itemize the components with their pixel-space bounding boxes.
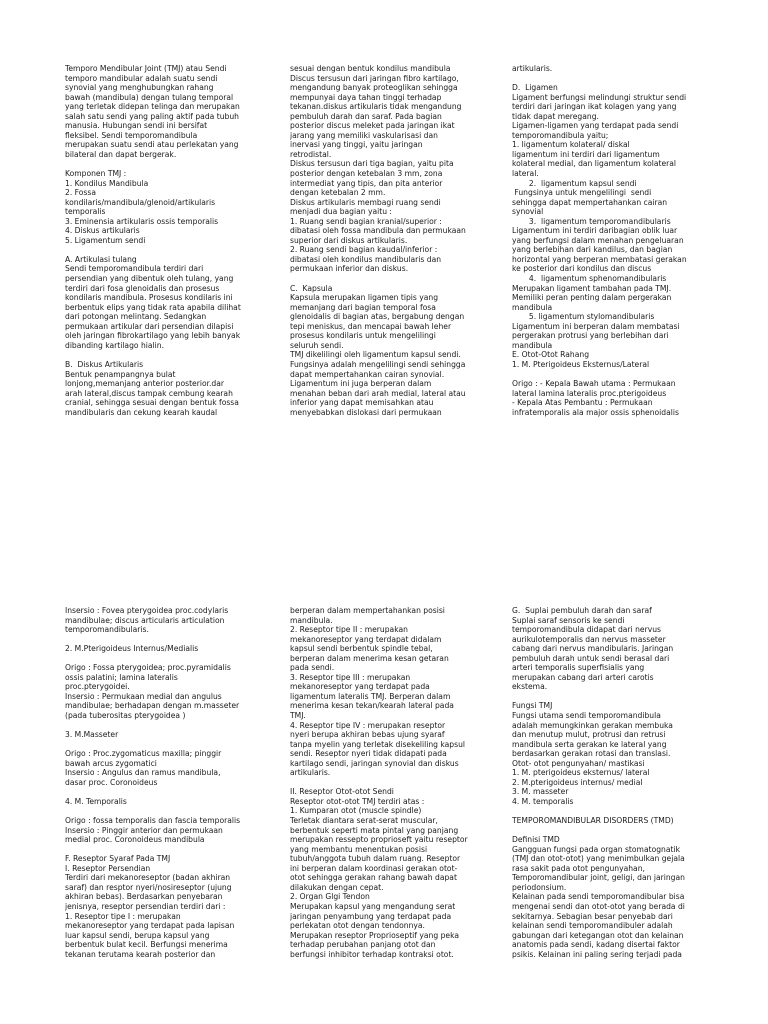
text-line: (pada tuberositas pterygoidea ) bbox=[65, 711, 186, 721]
text-line: synovial bbox=[512, 207, 544, 217]
text-line: kartilago sendi, jaringan synovial dan diskus bbox=[290, 758, 459, 768]
text-line: berperan dalam mempertahankan posisi bbox=[290, 606, 445, 615]
text-line: 2. Organ Glgi Tendon bbox=[290, 892, 370, 902]
text-line: TMJ. bbox=[290, 711, 306, 721]
text-line: A. Artikulasi tulang bbox=[65, 254, 137, 264]
text-line bbox=[512, 74, 712, 84]
text-line: luar kapsul sendi, berupa kapsul yang bbox=[65, 930, 210, 940]
text-line: Origo : Fossa pterygoidea; proc.pyramidalis bbox=[65, 663, 231, 673]
text-line: pembuluh darah untuk sendi berasal dari bbox=[512, 653, 670, 663]
text-line: TEMPOROMANDIBULAR DISORDERS (TMD) bbox=[512, 816, 674, 826]
text-line: berperan dalam menerima kesan getaran bbox=[290, 653, 449, 663]
bottom-right-column bbox=[512, 606, 712, 959]
text-line: arteri temporalis superfisialis yang bbox=[512, 663, 645, 673]
text-line: 1. Kondilus Mandibula bbox=[65, 178, 149, 188]
text-line: dengan ketebalan 2 mm. bbox=[290, 188, 386, 198]
text-line: psikis. Kelainan ini paling sering terjadi pada bbox=[512, 949, 682, 959]
text-line: terdiri dari fosa glenoidalis dan prosesus bbox=[65, 283, 220, 293]
text-line: merupakan suatu sendi atau perlekatan yang bbox=[65, 140, 239, 150]
text-line: 1. M. Pterigoideus Eksternus/Lateral bbox=[512, 359, 650, 369]
text-line: retrodistal. bbox=[290, 149, 332, 159]
text-line: F. Reseptor Syaraf Pada TMJ bbox=[65, 854, 171, 864]
text-line: anatomis pada sendi, kadang disertai faktor bbox=[512, 940, 680, 950]
text-line: 4. Reseptor tipe IV : merupakan reseptor bbox=[290, 720, 446, 730]
text-line: mandibula bbox=[512, 340, 553, 350]
text-line: adalah memungkinkan gerakan membuka bbox=[512, 720, 673, 730]
text-line: bawah (mandibula) dengan tulang temporal bbox=[65, 92, 234, 102]
text-line: Kelainan pada sendi temporomandibular bisa bbox=[512, 892, 685, 902]
text-line: Ligamentum ini juga berperan dalam bbox=[290, 379, 432, 389]
text-line: Definisi TMD bbox=[512, 835, 560, 845]
text-line bbox=[65, 159, 265, 169]
text-line: sendi. Reseptor nyeri tidak didapati pada bbox=[290, 749, 447, 759]
text-line: lateral lamina lateralis proc.pterigoideus bbox=[512, 388, 667, 398]
text-line: Terdiri dari mekanoreseptor (badan akhiran bbox=[65, 873, 231, 883]
text-line: sesuai dengan bentuk kondilus mandibula bbox=[290, 64, 451, 73]
text-line: (TMJ dan otot-otot) yang menimbulkan gejala bbox=[512, 854, 685, 864]
text-line: berfungsi inhibitor terhadap kontraksi otot. bbox=[290, 949, 454, 959]
text-line: fleksibel. Sendi temporomandibula bbox=[65, 130, 198, 140]
text-line: mekanoreseptor yang terdapat pada lapisan bbox=[65, 921, 235, 931]
text-line bbox=[65, 721, 265, 731]
text-line: dilakukan dengan cepat. bbox=[290, 882, 384, 892]
text-line: proc.pterygoidei. bbox=[65, 682, 130, 692]
text-line: temporomandibularis. bbox=[65, 625, 149, 635]
text-line bbox=[512, 370, 712, 380]
text-line bbox=[512, 826, 712, 836]
text-line: temporalis bbox=[65, 207, 106, 217]
text-line: pada sendi. bbox=[290, 663, 335, 673]
text-line: Merupakan kapsul yang mengandung serat bbox=[290, 901, 456, 911]
text-line: Otot- otot pengunyahan/ mastikasi bbox=[512, 758, 645, 768]
text-line: kondilaris/mandibula/glenoid/artikularis bbox=[65, 197, 216, 207]
text-line: Insersio : Permukaan medial dan angulus bbox=[65, 691, 222, 701]
text-line: 1. ligamentum kolateral/ diskal bbox=[512, 140, 630, 150]
text-line: 3. M. masseter bbox=[512, 787, 569, 797]
text-line: Kapsula merupakan ligamen tipis yang bbox=[290, 293, 439, 303]
text-line: merupakan ressepto proprioseft yaitu reseptor bbox=[290, 835, 468, 845]
text-line: Terletak diantara serat-serat muscular, bbox=[290, 816, 438, 826]
text-line: 5. Ligamentum sendi bbox=[65, 235, 146, 245]
text-line: cabang dari nervus mandibularis. Jaringan bbox=[512, 644, 674, 654]
text-line: 4. M. Temporalis bbox=[65, 796, 127, 806]
text-line: temporomandibula didapat dari nervus bbox=[512, 625, 661, 635]
text-line: ligamentum lateralis TMJ. Berperan dalam bbox=[290, 691, 451, 701]
text-line: arah lateral,discus tampak cembung kearah bbox=[65, 388, 233, 398]
text-line: Temporo Mendibular Joint (TMJ) atau Sendi bbox=[65, 64, 227, 73]
text-line: 1. Ruang sendi bagian kranial/superior : bbox=[290, 216, 442, 226]
text-line: 2. M.pterigoideus internus/ medial bbox=[512, 777, 643, 787]
text-line: 4. Diskus artikularis bbox=[65, 226, 140, 236]
text-line: Bentuk penampangnya bulat bbox=[65, 369, 176, 379]
text-line: Origo : - Kepala Bawah utama : Permukaan bbox=[512, 379, 676, 389]
text-line: lateral. bbox=[512, 169, 539, 179]
text-line: temporo mandibular adalah suatu sendi bbox=[65, 73, 218, 83]
text-line: 1. Kumparan otot (muscle spindle) bbox=[290, 806, 422, 816]
text-line: kondilaris mandibula. Prosesus kondilaris ini bbox=[65, 293, 233, 303]
text-line: lonjong,memanjang anterior posterior.dar bbox=[65, 379, 225, 389]
text-line: Suplai saraf sensoris ke sendi bbox=[512, 615, 625, 625]
text-line: Merupakan ligament tambahan pada TMJ. bbox=[512, 283, 672, 293]
text-line: permukaan inferior dan diskus. bbox=[290, 264, 409, 274]
text-line: glenoidalis di bagian atas, bergabung dengan bbox=[290, 312, 465, 322]
text-line: yang terletak didepan telinga dan merupakan bbox=[65, 102, 240, 112]
text-line: oleh jaringan fibrokartilago yang lebih banyak bbox=[65, 331, 241, 341]
text-line: yang membantu menentukan posisi bbox=[290, 844, 428, 854]
text-line: ossis palatini; lamina lateralis bbox=[65, 672, 178, 682]
text-line: berbentuk bulat kecil. Berfungsi menerima bbox=[65, 940, 228, 950]
bottom-left-column bbox=[65, 606, 265, 959]
text-line: mandibula. bbox=[290, 615, 333, 625]
text-line: Ligamen-ligamen yang terdapat pada sendi bbox=[512, 121, 679, 131]
text-line: TMJ dikelilingi oleh ligamentum kapsul sendi. bbox=[290, 350, 461, 360]
text-line: G. Suplai pembuluh darah dan saraf bbox=[512, 606, 652, 615]
text-line: dan menutup mulut, protrusi dan retrusi bbox=[512, 730, 666, 740]
text-line: 5. ligamentum stylomandibularis bbox=[512, 312, 655, 322]
text-line: perlekatan otot dengan tendonnya. bbox=[290, 921, 425, 931]
text-line: Gangguan fungsi pada organ stomatognatik bbox=[512, 844, 681, 854]
text-line: Insersio : Angulus dan ramus mandibula, bbox=[65, 768, 221, 778]
text-line: mempunyai daya tahan tinggi terhadap bbox=[290, 92, 442, 102]
text-line: jarang yang memiliki vaskularisasi dan bbox=[290, 130, 438, 140]
bottom-middle-column bbox=[290, 606, 490, 959]
text-line bbox=[512, 806, 712, 816]
text-line: mandibulae; berhadapan dengan m.masseter bbox=[65, 701, 240, 711]
text-line: mandibula bbox=[512, 302, 553, 312]
text-line: tekanan.diskus artikularis tidak mengandung bbox=[290, 102, 462, 112]
text-line: terdiri dari jaringan ikat kolagen yang yang bbox=[512, 102, 677, 112]
text-line: nyeri berupa akhiran bebas ujung syaraf bbox=[290, 730, 445, 740]
text-line: persendian yang dibentuk oleh tulang, yang bbox=[65, 274, 234, 284]
text-line: Insersio : Pinggir anterior dan permukaan bbox=[65, 825, 223, 835]
text-line: Memiliki peran penting dalam pergerakan bbox=[512, 293, 672, 303]
text-line: pergerakan protrusi yang berlebihan dari bbox=[512, 331, 669, 341]
text-line: tepi meniskus, dan mencapai bawah leher bbox=[290, 321, 452, 331]
text-line: synovial yang menghubungkan rahang bbox=[65, 83, 214, 93]
text-line: memanjang dari bagian temporal fosa bbox=[290, 302, 436, 312]
text-line: 2. Reseptor tipe II : merupakan bbox=[290, 625, 408, 635]
text-line: menjadi dua bagian yaitu : bbox=[290, 207, 392, 217]
top-left-column bbox=[65, 64, 265, 417]
text-line: rasa sakit pada otot pengunyahan, bbox=[512, 863, 645, 873]
text-line: 1. Reseptor tipe I : merupakan bbox=[65, 911, 181, 921]
text-line: gabungan dari ketegangan otot dan kelainan bbox=[512, 930, 684, 940]
text-line: 1. M. pterigoideus eksternus/ lateral bbox=[512, 768, 650, 778]
text-line: mekanoreseptor yang terdapat pada bbox=[290, 682, 430, 692]
text-line: 2. Ruang sendi bagian kaudal/inferior : bbox=[290, 245, 438, 255]
text-line: dasar proc. Coronoideus bbox=[65, 777, 158, 787]
text-line: temporomandibula yaitu; bbox=[512, 130, 609, 140]
text-line: ligamentum ini terdiri dari ligamentum bbox=[512, 149, 660, 159]
text-line bbox=[65, 740, 265, 750]
text-line: terhadap perubahan panjang otot dan bbox=[290, 940, 436, 950]
text-line: B. Diskus Artikularis bbox=[65, 359, 144, 369]
text-line: 2. Fossa bbox=[65, 188, 96, 198]
text-line: posterior discus meleket pada jaringan ikat bbox=[290, 121, 455, 131]
text-line: merupakan cabang dari arteri carotis bbox=[512, 672, 654, 682]
text-line: 3. Eminensia artikularis ossis temporalis bbox=[65, 216, 219, 226]
text-line: infratemporalis ala major ossis sphenoidalis bbox=[512, 407, 679, 417]
text-line: superior dari diskus artikularis. bbox=[290, 235, 408, 245]
text-line: I. Reseptor Persendian bbox=[65, 863, 151, 873]
text-line: horizontal yang berperan membatasi gerakan bbox=[512, 254, 687, 264]
text-line: yang berlebihan dari kandilus, dan bagian bbox=[512, 245, 673, 255]
text-line: bilateral dan dapat bergerak. bbox=[65, 149, 177, 159]
text-line: pembuluh darah dan saraf. Pada bagian bbox=[290, 111, 442, 121]
text-line bbox=[290, 274, 490, 284]
text-line: tanpa myelin yang terletak disekeliling kapsul bbox=[290, 739, 465, 749]
text-line: posterior dengan ketebalan 3 mm, zona bbox=[290, 169, 443, 179]
text-line: Diskus artikularis membagi ruang sendi bbox=[290, 197, 441, 207]
text-line: manusia. Hubungan sendi ini bersifat bbox=[65, 121, 208, 131]
text-line: periodonsium. bbox=[512, 882, 567, 892]
text-line: Fungsi TMJ bbox=[512, 701, 553, 711]
top-right-column bbox=[512, 64, 712, 417]
text-line: Reseptor otot-otot TMJ terdiri atas : bbox=[290, 796, 425, 806]
text-line: Fungsinya untuk mengelilingi sendi bbox=[512, 188, 652, 198]
text-line: E. Otot-Otot Rahang bbox=[512, 350, 590, 360]
text-line: ini berperan dalam koordinasi gerakan otot- bbox=[290, 863, 458, 873]
text-line: dibatasi oleh kondilus mandibularis dan bbox=[290, 254, 442, 264]
text-line: dibatasi oleh fossa mandibula dan permukaan bbox=[290, 226, 466, 236]
text-line: dibanding kartilago hialin. bbox=[65, 340, 164, 350]
text-line: Fungsinya adalah mengelilingi sendi sehingga bbox=[290, 359, 466, 369]
text-line: menerima kesan tekan/kearah lateral pada bbox=[290, 701, 454, 711]
text-line: yang berfungsi dalam menahan pengeluaran bbox=[512, 235, 684, 245]
text-line: aurikulotemporalis dan nervus masseter bbox=[512, 634, 666, 644]
text-line: ke posterior dari kondilus dan discus bbox=[512, 264, 652, 274]
text-line: otot sehingga gerakan rahang bawah dapat bbox=[290, 873, 457, 883]
text-line: berdasarkan gerakan rotasi dan translasi. bbox=[512, 749, 671, 759]
text-line: salah satu sendi yang paling aktif pada tubuh bbox=[65, 111, 239, 121]
text-line: menahan beban dari arah medial, lateral atau bbox=[290, 388, 466, 398]
text-line: Ligament berfungsi melindungi struktur sendi bbox=[512, 92, 687, 102]
text-line: dari potongan melintang. Sedangkan bbox=[65, 312, 207, 322]
text-line: Komponen TMJ : bbox=[65, 169, 127, 179]
text-line bbox=[65, 787, 265, 797]
text-line: tubuh/anggota tubuh dalam ruang. Reseptor bbox=[290, 854, 461, 864]
text-line: kolateral medial, dan ligamentum kolateral bbox=[512, 159, 677, 169]
text-line: Fungsi utama sendi temporomandibula bbox=[512, 711, 661, 721]
text-line: berbentuk elips yang tidak rata apabila dilihat bbox=[65, 302, 241, 312]
text-line: mekanoreseptor yang terdapat didalam bbox=[290, 634, 442, 644]
text-line: 3. ligamentum temporomandibularis bbox=[512, 216, 671, 226]
text-line: menyebabkan dislokasi dari permukaan bbox=[290, 407, 442, 417]
text-line bbox=[65, 245, 265, 255]
text-line: Ligamentum ini berperan dalam membatasi bbox=[512, 321, 680, 331]
text-line: Insersio : Fovea pterygoidea proc.codylaris bbox=[65, 606, 229, 615]
text-line: seluruh sendi. bbox=[290, 340, 344, 350]
text-line: akhiran bebas). Berdasarkan penyebaran bbox=[65, 892, 223, 902]
text-line: mandibulae; discus articularis articulation bbox=[65, 615, 225, 625]
text-line: 2. M.Pterigoideus Internus/Medialis bbox=[65, 644, 199, 654]
text-line bbox=[65, 654, 265, 664]
text-line: - Kepala Atas Pembantu : Permukaan bbox=[512, 398, 653, 408]
text-line bbox=[65, 845, 265, 855]
text-line: prosesus kondilaris untuk mengelilingi bbox=[290, 331, 436, 341]
text-line: 3. Reseptor tipe III : merupakan bbox=[290, 672, 411, 682]
text-line: Origo : Proc.zygomaticus maxilla; pinggir bbox=[65, 749, 222, 759]
text-line: berbentuk seperti mata pintal yang panjang bbox=[290, 825, 459, 835]
text-line: Ligamentum ini terdiri daribagian oblik luar bbox=[512, 226, 678, 236]
text-line: kapsul sendi berbentuk spindle tebal, bbox=[290, 644, 433, 654]
text-line: 4. M. temporalis bbox=[512, 796, 574, 806]
text-line: Temporomandibular joint, geligi, dan jaringan bbox=[512, 873, 685, 883]
text-line: Origo : fossa temporalis dan fascia temporalis bbox=[65, 816, 241, 826]
text-line: II. Reseptor Otot-otot Sendi bbox=[290, 787, 394, 797]
text-line: artikularis. bbox=[512, 64, 553, 73]
text-line: mandibula serta gerakan ke lateral yang bbox=[512, 739, 667, 749]
text-line: Merupakan reseptor Proprioseptif yang peka bbox=[290, 930, 459, 940]
text-line: cranial, sehingga sesuai dengan bentuk fossa bbox=[65, 398, 239, 408]
text-line: kelainan sendi temporomandibuler adalah bbox=[512, 921, 673, 931]
top-middle-column bbox=[290, 64, 490, 417]
text-line: bawah arcus zygomatici bbox=[65, 758, 157, 768]
text-line: Discus tersusun dari jaringan fibro kartilago, bbox=[290, 73, 459, 83]
text-line: tekanan terutama kearah posterior dan bbox=[65, 949, 216, 959]
text-line: dapat mempertahankan cairan synovial. bbox=[290, 369, 445, 379]
text-line: artikularis. bbox=[290, 768, 331, 778]
text-line: 4. ligamentum sphenomandibularis bbox=[512, 274, 667, 284]
text-line: mengenai sendi dan otot-otot yang berada di bbox=[512, 901, 685, 911]
text-line: jaringan penyambung yang terdapat pada bbox=[290, 911, 452, 921]
text-line bbox=[65, 635, 265, 645]
text-line: sehingga dapat mempertahankan cairan bbox=[512, 197, 668, 207]
text-line: D. Ligamen bbox=[512, 83, 558, 93]
text-line: inervasi yang tinggi, yaitu jaringan bbox=[290, 140, 423, 150]
text-line bbox=[65, 350, 265, 360]
text-line bbox=[512, 692, 712, 702]
text-line: sekitarnya. Sebagian besar penyebab dari bbox=[512, 911, 673, 921]
text-line: mengandung banyak proteoglikan sehingga bbox=[290, 83, 458, 93]
text-line bbox=[290, 778, 490, 788]
text-line: tidak dapat meregang. bbox=[512, 111, 599, 121]
text-line: jenisnya, reseptor persendian terdiri dari : bbox=[65, 901, 226, 911]
text-line: intermediat yang tipis, dan pita anterior bbox=[290, 178, 443, 188]
text-line: inferior yang dapat memisahkan atau bbox=[290, 398, 434, 408]
text-line: permukaan artikular dari persendian dilapisi bbox=[65, 321, 234, 331]
text-line: 2. ligamentum kapsul sendi bbox=[512, 178, 637, 188]
text-line: Sendi temporomandibula terdiri dari bbox=[65, 264, 204, 274]
text-line: C. Kapsula bbox=[290, 283, 333, 293]
text-line: ekstema. bbox=[512, 682, 548, 692]
text-line: Diskus tersusun dari tiga bagian, yaitu pita bbox=[290, 159, 454, 169]
text-line: medial proc. Coronoideus mandibula bbox=[65, 835, 205, 845]
text-line: 3. M.Masseter bbox=[65, 730, 119, 740]
text-line bbox=[65, 806, 265, 816]
text-line: saraf) dan resptor nyeri/nosireseptor (ujung bbox=[65, 882, 232, 892]
text-line: mandibularis dan cekung kearah kaudal bbox=[65, 407, 218, 417]
